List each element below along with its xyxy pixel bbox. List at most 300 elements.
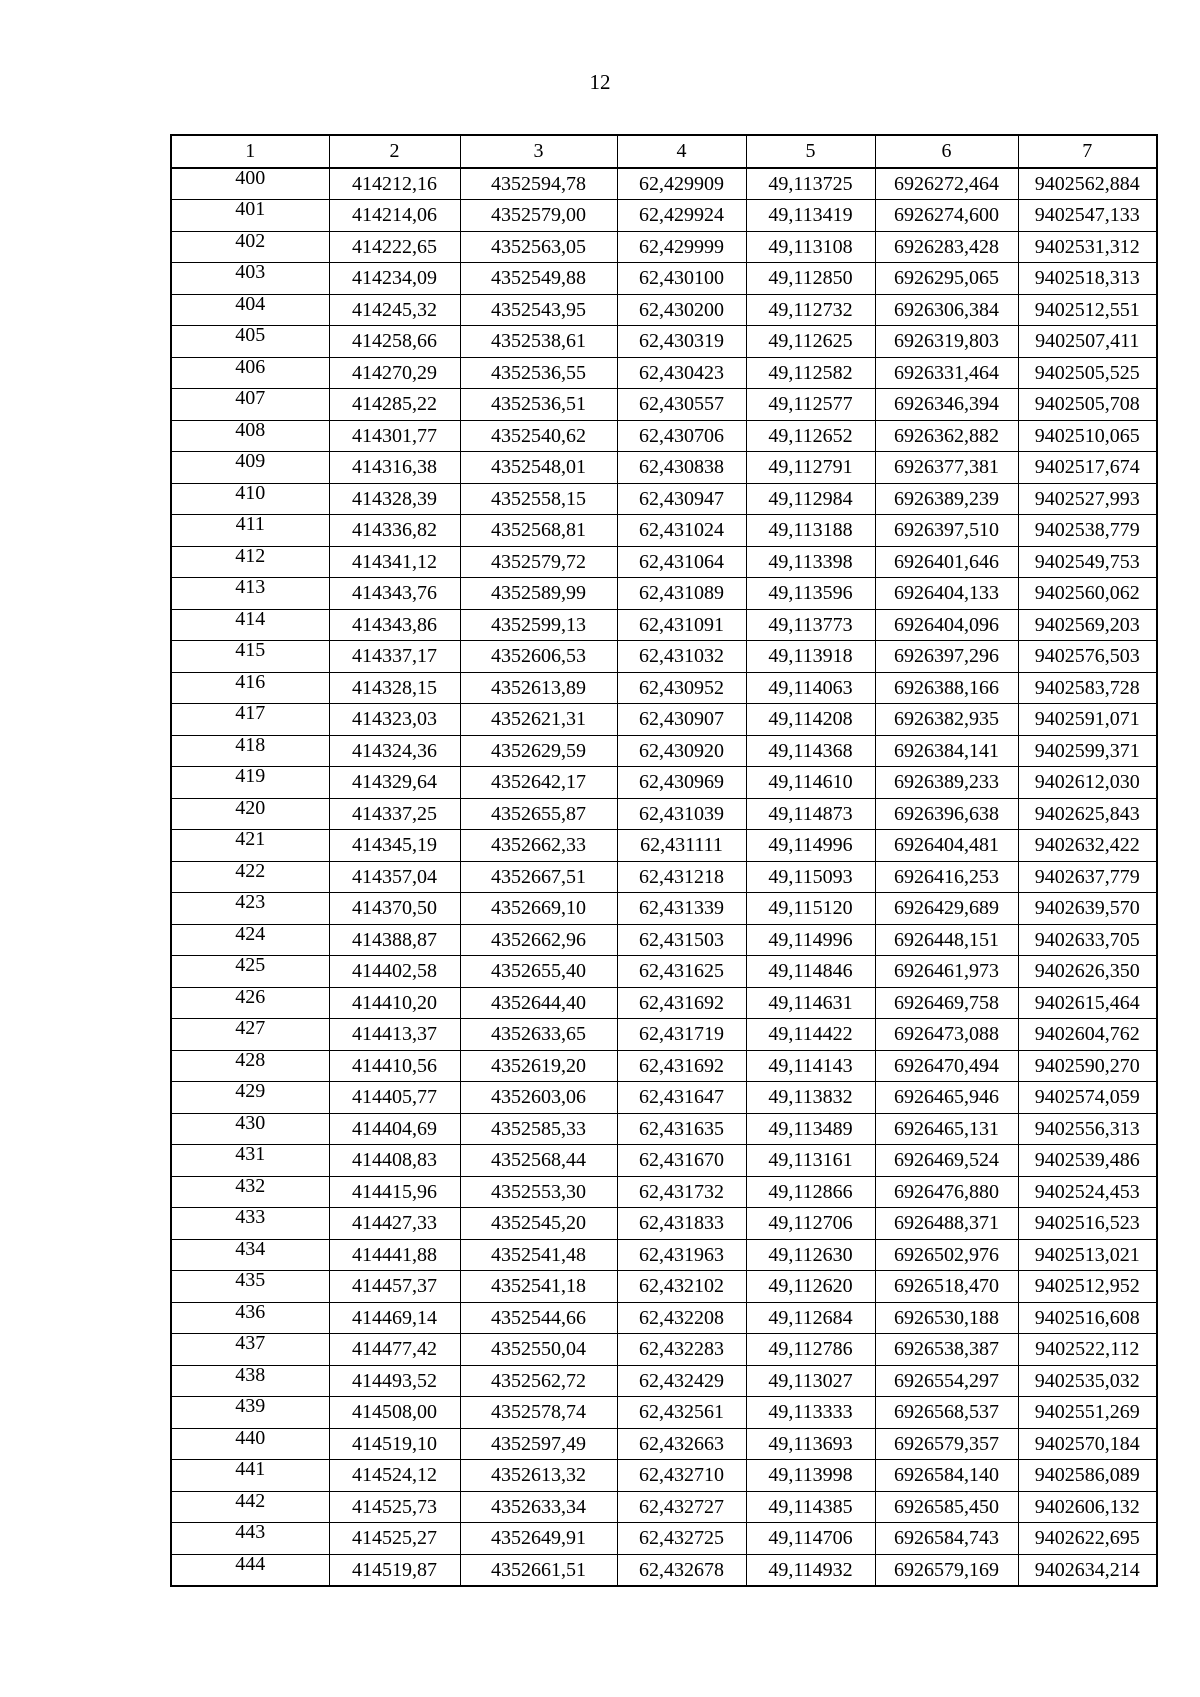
table-cell: 6926388,166	[875, 672, 1018, 704]
table-cell: 62,431833	[617, 1208, 746, 1240]
table-cell: 418	[171, 735, 329, 767]
table-cell: 4352613,89	[460, 672, 617, 704]
table-cell: 62,430319	[617, 326, 746, 358]
table-cell: 6926461,973	[875, 956, 1018, 988]
table-cell: 62,431692	[617, 987, 746, 1019]
table-cell: 49,114385	[746, 1491, 875, 1523]
table-cell: 425	[171, 956, 329, 988]
table-cell: 62,429999	[617, 231, 746, 263]
table-cell: 423	[171, 893, 329, 925]
table-cell: 49,113161	[746, 1145, 875, 1177]
table-cell: 411	[171, 515, 329, 547]
table-row	[171, 294, 1157, 326]
table-cell: 9402574,059	[1018, 1082, 1157, 1114]
table-row	[171, 1208, 1157, 1240]
table-cell: 4352544,66	[460, 1302, 617, 1334]
table-cell: 400	[171, 168, 329, 200]
table-cell: 9402549,753	[1018, 546, 1157, 578]
table-cell: 4352633,65	[460, 1019, 617, 1051]
table-header-row	[171, 135, 1157, 168]
table-cell: 421	[171, 830, 329, 862]
table-cell: 49,114846	[746, 956, 875, 988]
table-cell: 49,112620	[746, 1271, 875, 1303]
table-cell: 49,114996	[746, 924, 875, 956]
table-cell: 414341,12	[329, 546, 460, 578]
table-cell: 6926319,803	[875, 326, 1018, 358]
table-cell: 414457,37	[329, 1271, 460, 1303]
table-cell: 6926530,188	[875, 1302, 1018, 1334]
table-row	[171, 1428, 1157, 1460]
table-cell: 62,430200	[617, 294, 746, 326]
table-cell: 6926274,600	[875, 200, 1018, 232]
table-cell: 9402516,523	[1018, 1208, 1157, 1240]
table-cell: 49,112791	[746, 452, 875, 484]
table-cell: 4352644,40	[460, 987, 617, 1019]
table-row	[171, 483, 1157, 515]
table-cell: 62,431670	[617, 1145, 746, 1177]
table-cell: 6926473,088	[875, 1019, 1018, 1051]
table-cell: 414441,88	[329, 1239, 460, 1271]
table-cell: 414525,73	[329, 1491, 460, 1523]
table-cell: 62,431091	[617, 609, 746, 641]
table-cell: 62,431339	[617, 893, 746, 925]
table-row	[171, 1019, 1157, 1051]
table-cell: 6926476,880	[875, 1176, 1018, 1208]
table-cell: 6926382,935	[875, 704, 1018, 736]
table-cell: 6926579,357	[875, 1428, 1018, 1460]
table-row	[171, 704, 1157, 736]
table-cell: 4352536,55	[460, 357, 617, 389]
column-header: 1	[171, 135, 329, 168]
table-cell: 406	[171, 357, 329, 389]
table-cell: 9402625,843	[1018, 798, 1157, 830]
table-cell: 444	[171, 1554, 329, 1586]
table-cell: 6926429,689	[875, 893, 1018, 925]
table-row	[171, 1239, 1157, 1271]
table-cell: 9402524,453	[1018, 1176, 1157, 1208]
table-cell: 49,112630	[746, 1239, 875, 1271]
table-cell: 49,112684	[746, 1302, 875, 1334]
table-cell: 440	[171, 1428, 329, 1460]
table-cell: 9402547,133	[1018, 200, 1157, 232]
table-cell: 4352655,87	[460, 798, 617, 830]
table-cell: 49,112786	[746, 1334, 875, 1366]
table-cell: 62,431218	[617, 861, 746, 893]
table-cell: 414324,36	[329, 735, 460, 767]
table-cell: 414493,52	[329, 1365, 460, 1397]
table-cell: 9402606,132	[1018, 1491, 1157, 1523]
table-cell: 49,112984	[746, 483, 875, 515]
table-cell: 6926404,096	[875, 609, 1018, 641]
table-cell: 62,432663	[617, 1428, 746, 1460]
table-cell: 9402538,779	[1018, 515, 1157, 547]
table-cell: 4352578,74	[460, 1397, 617, 1429]
table-cell: 414415,96	[329, 1176, 460, 1208]
table-row	[171, 956, 1157, 988]
table-row	[171, 1145, 1157, 1177]
table-cell: 9402599,371	[1018, 735, 1157, 767]
table-cell: 62,432710	[617, 1460, 746, 1492]
table-cell: 429	[171, 1082, 329, 1114]
table-cell: 49,113419	[746, 200, 875, 232]
table-cell: 6926488,371	[875, 1208, 1018, 1240]
table-cell: 9402505,525	[1018, 357, 1157, 389]
table-cell: 6926295,065	[875, 263, 1018, 295]
table-row	[171, 924, 1157, 956]
table-row	[171, 578, 1157, 610]
table-cell: 414508,00	[329, 1397, 460, 1429]
table-cell: 432	[171, 1176, 329, 1208]
table-cell: 414258,66	[329, 326, 460, 358]
column-header: 2	[329, 135, 460, 168]
table-cell: 414316,38	[329, 452, 460, 484]
table-cell: 62,430706	[617, 420, 746, 452]
table-cell: 6926404,481	[875, 830, 1018, 862]
table-cell: 6926584,140	[875, 1460, 1018, 1492]
table-cell: 49,113693	[746, 1428, 875, 1460]
table-cell: 415	[171, 641, 329, 673]
table-cell: 9402522,112	[1018, 1334, 1157, 1366]
table-cell: 49,112706	[746, 1208, 875, 1240]
table-cell: 9402615,464	[1018, 987, 1157, 1019]
table-cell: 6926554,297	[875, 1365, 1018, 1397]
table-row	[171, 515, 1157, 547]
page-number: 12	[589, 70, 611, 94]
table-cell: 4352549,88	[460, 263, 617, 295]
table-cell: 442	[171, 1491, 329, 1523]
table-cell: 9402626,350	[1018, 956, 1157, 988]
table-cell: 9402512,952	[1018, 1271, 1157, 1303]
column-header: 5	[746, 135, 875, 168]
table-cell: 4352667,51	[460, 861, 617, 893]
table-row	[171, 672, 1157, 704]
table-cell: 4352655,40	[460, 956, 617, 988]
column-header: 6	[875, 135, 1018, 168]
table-cell: 414345,19	[329, 830, 460, 862]
table-cell: 9402586,089	[1018, 1460, 1157, 1492]
table-cell: 62,432283	[617, 1334, 746, 1366]
table-row	[171, 1365, 1157, 1397]
table-cell: 4352662,96	[460, 924, 617, 956]
table-cell: 414328,39	[329, 483, 460, 515]
table-cell: 403	[171, 263, 329, 295]
table-cell: 9402576,503	[1018, 641, 1157, 673]
table-cell: 414370,50	[329, 893, 460, 925]
table-cell: 62,430920	[617, 735, 746, 767]
table-cell: 62,430952	[617, 672, 746, 704]
table-cell: 6926384,141	[875, 735, 1018, 767]
table-cell: 6926448,151	[875, 924, 1018, 956]
table-row	[171, 389, 1157, 421]
table-row	[171, 1554, 1157, 1586]
table-cell: 9402590,270	[1018, 1050, 1157, 1082]
table-cell: 49,115093	[746, 861, 875, 893]
table-cell: 6926404,133	[875, 578, 1018, 610]
table-cell: 49,113398	[746, 546, 875, 578]
table-row	[171, 1491, 1157, 1523]
table-cell: 424	[171, 924, 329, 956]
table-cell: 9402531,312	[1018, 231, 1157, 263]
table-cell: 414214,06	[329, 200, 460, 232]
table-cell: 4352619,20	[460, 1050, 617, 1082]
table-cell: 6926362,882	[875, 420, 1018, 452]
table-cell: 49,114208	[746, 704, 875, 736]
column-header: 7	[1018, 135, 1157, 168]
table-cell: 410	[171, 483, 329, 515]
table-cell: 414519,10	[329, 1428, 460, 1460]
table-cell: 9402518,313	[1018, 263, 1157, 295]
table-cell: 4352613,32	[460, 1460, 617, 1492]
table-cell: 62,430969	[617, 767, 746, 799]
table-row	[171, 1082, 1157, 1114]
table-cell: 4352579,00	[460, 200, 617, 232]
table-cell: 6926306,384	[875, 294, 1018, 326]
table-cell: 49,114631	[746, 987, 875, 1019]
table-cell: 62,431503	[617, 924, 746, 956]
table-cell: 6926331,464	[875, 357, 1018, 389]
table-cell: 62,431732	[617, 1176, 746, 1208]
table-cell: 4352649,91	[460, 1523, 617, 1555]
table-cell: 4352669,10	[460, 893, 617, 925]
table-cell: 9402560,062	[1018, 578, 1157, 610]
table-cell: 6926397,510	[875, 515, 1018, 547]
table-row	[171, 1176, 1157, 1208]
table-cell: 414245,32	[329, 294, 460, 326]
table-cell: 49,114368	[746, 735, 875, 767]
table-cell: 414402,58	[329, 956, 460, 988]
table-cell: 62,431963	[617, 1239, 746, 1271]
table-cell: 401	[171, 200, 329, 232]
table-cell: 9402583,728	[1018, 672, 1157, 704]
table-cell: 9402507,411	[1018, 326, 1157, 358]
table-row	[171, 1113, 1157, 1145]
table-cell: 4352545,20	[460, 1208, 617, 1240]
table-cell: 49,112625	[746, 326, 875, 358]
table-cell: 62,431719	[617, 1019, 746, 1051]
table-cell: 6926518,470	[875, 1271, 1018, 1303]
table-cell: 414336,82	[329, 515, 460, 547]
table-cell: 49,114610	[746, 767, 875, 799]
table-cell: 414337,17	[329, 641, 460, 673]
table-cell: 4352597,49	[460, 1428, 617, 1460]
table-cell: 49,112577	[746, 389, 875, 421]
table-cell: 4352568,44	[460, 1145, 617, 1177]
table-cell: 434	[171, 1239, 329, 1271]
table-cell: 49,113725	[746, 168, 875, 200]
table-cell: 414388,87	[329, 924, 460, 956]
table-cell: 417	[171, 704, 329, 736]
table-cell: 9402517,674	[1018, 452, 1157, 484]
table-cell: 62,431692	[617, 1050, 746, 1082]
table-cell: 414357,04	[329, 861, 460, 893]
table-cell: 9402634,214	[1018, 1554, 1157, 1586]
table-cell: 9402513,021	[1018, 1239, 1157, 1271]
table-cell: 6926584,743	[875, 1523, 1018, 1555]
table-cell: 414410,20	[329, 987, 460, 1019]
table-cell: 6926346,394	[875, 389, 1018, 421]
table-cell: 6926396,638	[875, 798, 1018, 830]
table-cell: 9402512,551	[1018, 294, 1157, 326]
table-row	[171, 200, 1157, 232]
table-cell: 4352603,06	[460, 1082, 617, 1114]
table-row	[171, 263, 1157, 295]
table-cell: 62,431064	[617, 546, 746, 578]
table-cell: 412	[171, 546, 329, 578]
table-cell: 428	[171, 1050, 329, 1082]
table-cell: 9402556,313	[1018, 1113, 1157, 1145]
table-cell: 49,114143	[746, 1050, 875, 1082]
table-row	[171, 1460, 1157, 1492]
table-body	[171, 168, 1157, 1587]
table-cell: 62,431032	[617, 641, 746, 673]
table-cell: 9402510,065	[1018, 420, 1157, 452]
table-cell: 419	[171, 767, 329, 799]
table-cell: 9402612,030	[1018, 767, 1157, 799]
table-cell: 49,113773	[746, 609, 875, 641]
table-cell: 426	[171, 987, 329, 1019]
table-cell: 9402505,708	[1018, 389, 1157, 421]
table-cell: 49,113832	[746, 1082, 875, 1114]
table-cell: 414408,83	[329, 1145, 460, 1177]
table-row	[171, 357, 1157, 389]
table-cell: 422	[171, 861, 329, 893]
table-cell: 414477,42	[329, 1334, 460, 1366]
table-cell: 49,114873	[746, 798, 875, 830]
table-cell: 4352606,53	[460, 641, 617, 673]
table-row	[171, 168, 1157, 200]
table-cell: 49,114932	[746, 1554, 875, 1586]
table-row	[171, 767, 1157, 799]
table-cell: 9402633,705	[1018, 924, 1157, 956]
table-cell: 49,113998	[746, 1460, 875, 1492]
table-cell: 405	[171, 326, 329, 358]
table-cell: 49,112866	[746, 1176, 875, 1208]
table-cell: 62,430423	[617, 357, 746, 389]
table-cell: 414404,69	[329, 1113, 460, 1145]
table-row	[171, 830, 1157, 862]
table-cell: 49,113333	[746, 1397, 875, 1429]
table-cell: 6926465,946	[875, 1082, 1018, 1114]
table-cell: 413	[171, 578, 329, 610]
table-cell: 62,430907	[617, 704, 746, 736]
table-cell: 4352541,18	[460, 1271, 617, 1303]
table-cell: 4352662,33	[460, 830, 617, 862]
table-row	[171, 1397, 1157, 1429]
table-cell: 9402527,993	[1018, 483, 1157, 515]
table-cell: 430	[171, 1113, 329, 1145]
table-cell: 6926538,387	[875, 1334, 1018, 1366]
table-cell: 62,431024	[617, 515, 746, 547]
table-cell: 6926568,537	[875, 1397, 1018, 1429]
table-cell: 414329,64	[329, 767, 460, 799]
table-cell: 4352629,59	[460, 735, 617, 767]
table-cell: 62,429909	[617, 168, 746, 200]
table-cell: 414519,87	[329, 1554, 460, 1586]
table-cell: 4352621,31	[460, 704, 617, 736]
table-cell: 407	[171, 389, 329, 421]
table-cell: 414301,77	[329, 420, 460, 452]
table-cell: 414337,25	[329, 798, 460, 830]
table-cell: 6926272,464	[875, 168, 1018, 200]
table-cell: 4352540,62	[460, 420, 617, 452]
table-cell: 414270,29	[329, 357, 460, 389]
table-cell: 49,113596	[746, 578, 875, 610]
table-cell: 62,432208	[617, 1302, 746, 1334]
table-cell: 437	[171, 1334, 329, 1366]
table-cell: 49,114422	[746, 1019, 875, 1051]
table-cell: 62,432725	[617, 1523, 746, 1555]
table-cell: 436	[171, 1302, 329, 1334]
table-cell: 49,112732	[746, 294, 875, 326]
column-header: 3	[460, 135, 617, 168]
table-cell: 414343,86	[329, 609, 460, 641]
table-cell: 49,115120	[746, 893, 875, 925]
table-cell: 6926397,296	[875, 641, 1018, 673]
table-row	[171, 326, 1157, 358]
table-cell: 414405,77	[329, 1082, 460, 1114]
table-cell: 4352661,51	[460, 1554, 617, 1586]
table-cell: 4352548,01	[460, 452, 617, 484]
table-cell: 9402569,203	[1018, 609, 1157, 641]
table-cell: 9402516,608	[1018, 1302, 1157, 1334]
table-cell: 414343,76	[329, 578, 460, 610]
table-cell: 62,431625	[617, 956, 746, 988]
table-cell: 6926389,233	[875, 767, 1018, 799]
table-cell: 62,430557	[617, 389, 746, 421]
table-cell: 4352633,34	[460, 1491, 617, 1523]
table-cell: 4352550,04	[460, 1334, 617, 1366]
table-cell: 4352558,15	[460, 483, 617, 515]
table-cell: 4352536,51	[460, 389, 617, 421]
table-cell: 6926502,976	[875, 1239, 1018, 1271]
table-cell: 414525,27	[329, 1523, 460, 1555]
table-cell: 62,432561	[617, 1397, 746, 1429]
table-cell: 4352585,33	[460, 1113, 617, 1145]
table-cell: 62,432727	[617, 1491, 746, 1523]
table-cell: 408	[171, 420, 329, 452]
table-cell: 402	[171, 231, 329, 263]
table-cell: 6926389,239	[875, 483, 1018, 515]
table-cell: 427	[171, 1019, 329, 1051]
table-cell: 4352553,30	[460, 1176, 617, 1208]
table-row	[171, 546, 1157, 578]
table-cell: 433	[171, 1208, 329, 1240]
table-cell: 49,112850	[746, 263, 875, 295]
table-cell: 4352543,95	[460, 294, 617, 326]
table-row	[171, 1271, 1157, 1303]
table-cell: 9402570,184	[1018, 1428, 1157, 1460]
table-cell: 6926470,494	[875, 1050, 1018, 1082]
table-cell: 62,432678	[617, 1554, 746, 1586]
table-cell: 4352642,17	[460, 767, 617, 799]
table-row	[171, 231, 1157, 263]
table-cell: 414427,33	[329, 1208, 460, 1240]
table-row	[171, 452, 1157, 484]
table-row	[171, 1523, 1157, 1555]
table-cell: 9402539,486	[1018, 1145, 1157, 1177]
table-cell: 414410,56	[329, 1050, 460, 1082]
table-cell: 62,431635	[617, 1113, 746, 1145]
table-cell: 9402639,570	[1018, 893, 1157, 925]
table-cell: 6926579,169	[875, 1554, 1018, 1586]
table-cell: 49,114996	[746, 830, 875, 862]
table-cell: 420	[171, 798, 329, 830]
table-cell: 62,430838	[617, 452, 746, 484]
table-cell: 62,431089	[617, 578, 746, 610]
table-cell: 9402562,884	[1018, 168, 1157, 200]
table-cell: 62,430947	[617, 483, 746, 515]
table-row	[171, 609, 1157, 641]
